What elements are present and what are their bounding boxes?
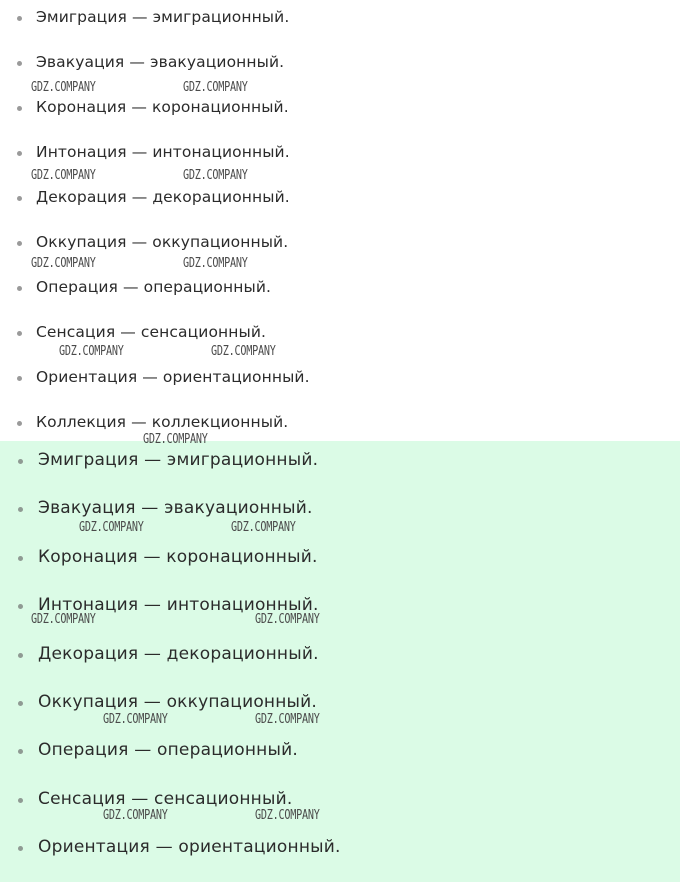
watermark-text: GDZ.COMPANY (255, 612, 320, 627)
watermark-text: GDZ.COMPANY (255, 808, 320, 823)
list-bullet (18, 653, 23, 658)
list-bullet (18, 846, 23, 851)
list-bullet (18, 701, 23, 706)
list-bullet (17, 16, 22, 21)
list-bullet (17, 151, 22, 156)
list-bullet (17, 286, 22, 291)
list-item: Коллекция — коллекционный. (36, 413, 289, 431)
watermark-text: GDZ.COMPANY (31, 612, 96, 627)
list-bullet (17, 196, 22, 201)
watermark-text: GDZ.COMPANY (103, 712, 168, 727)
list-item: Ориентация — ориентационный. (36, 368, 310, 386)
list-bullet (18, 556, 23, 561)
list-item: Эмиграция — эмиграционный. (38, 450, 319, 470)
list-bullet (17, 421, 22, 426)
watermark-text: GDZ.COMPANY (211, 344, 276, 359)
list-item: Оккупация — оккупационный. (36, 233, 289, 251)
list-bullet (17, 331, 22, 336)
list-item: Оккупация — оккупационный. (38, 692, 318, 712)
list-item: Коронация — коронационный. (38, 547, 318, 567)
list-item: Сенсация — сенсационный. (36, 323, 267, 341)
list-item: Операция — операционный. (38, 740, 298, 760)
list-item: Интонация — интонационный. (38, 595, 319, 615)
list-item: Декорация — декорационный. (36, 188, 290, 206)
list-item: Декорация — декорационный. (38, 644, 319, 664)
list-item: Коронация — коронационный. (36, 98, 289, 116)
list-item: Операция — операционный. (36, 278, 272, 296)
list-bullet (18, 459, 23, 464)
list-bullet (17, 241, 22, 246)
watermark-text: GDZ.COMPANY (183, 256, 248, 271)
list-item: Эмиграция — эмиграционный. (36, 8, 290, 26)
list-item: Эвакуация — эвакуационный. (36, 53, 285, 71)
list-bullet (18, 604, 23, 609)
watermark-text: GDZ.COMPANY (103, 808, 168, 823)
list-bullet (17, 106, 22, 111)
watermark-text: GDZ.COMPANY (143, 432, 208, 447)
list-item: Сенсация — сенсационный. (38, 789, 293, 809)
watermark-text: GDZ.COMPANY (255, 712, 320, 727)
watermark-text: GDZ.COMPANY (31, 80, 96, 95)
watermark-text: GDZ.COMPANY (183, 80, 248, 95)
list-bullet (18, 507, 23, 512)
list-bullet (17, 376, 22, 381)
bottom-answer-list (0, 441, 680, 882)
watermark-text: GDZ.COMPANY (183, 168, 248, 183)
list-bullet (18, 798, 23, 803)
list-bullet (17, 61, 22, 66)
watermark-text: GDZ.COMPANY (31, 256, 96, 271)
list-item: Ориентация — ориентационный. (38, 837, 341, 857)
list-item: Интонация — интонационный. (36, 143, 290, 161)
watermark-text: GDZ.COMPANY (79, 520, 144, 535)
list-bullet (18, 749, 23, 754)
watermark-text: GDZ.COMPANY (31, 168, 96, 183)
watermark-text: GDZ.COMPANY (59, 344, 124, 359)
list-item: Эвакуация — эвакуационный. (38, 498, 313, 518)
watermark-text: GDZ.COMPANY (231, 520, 296, 535)
